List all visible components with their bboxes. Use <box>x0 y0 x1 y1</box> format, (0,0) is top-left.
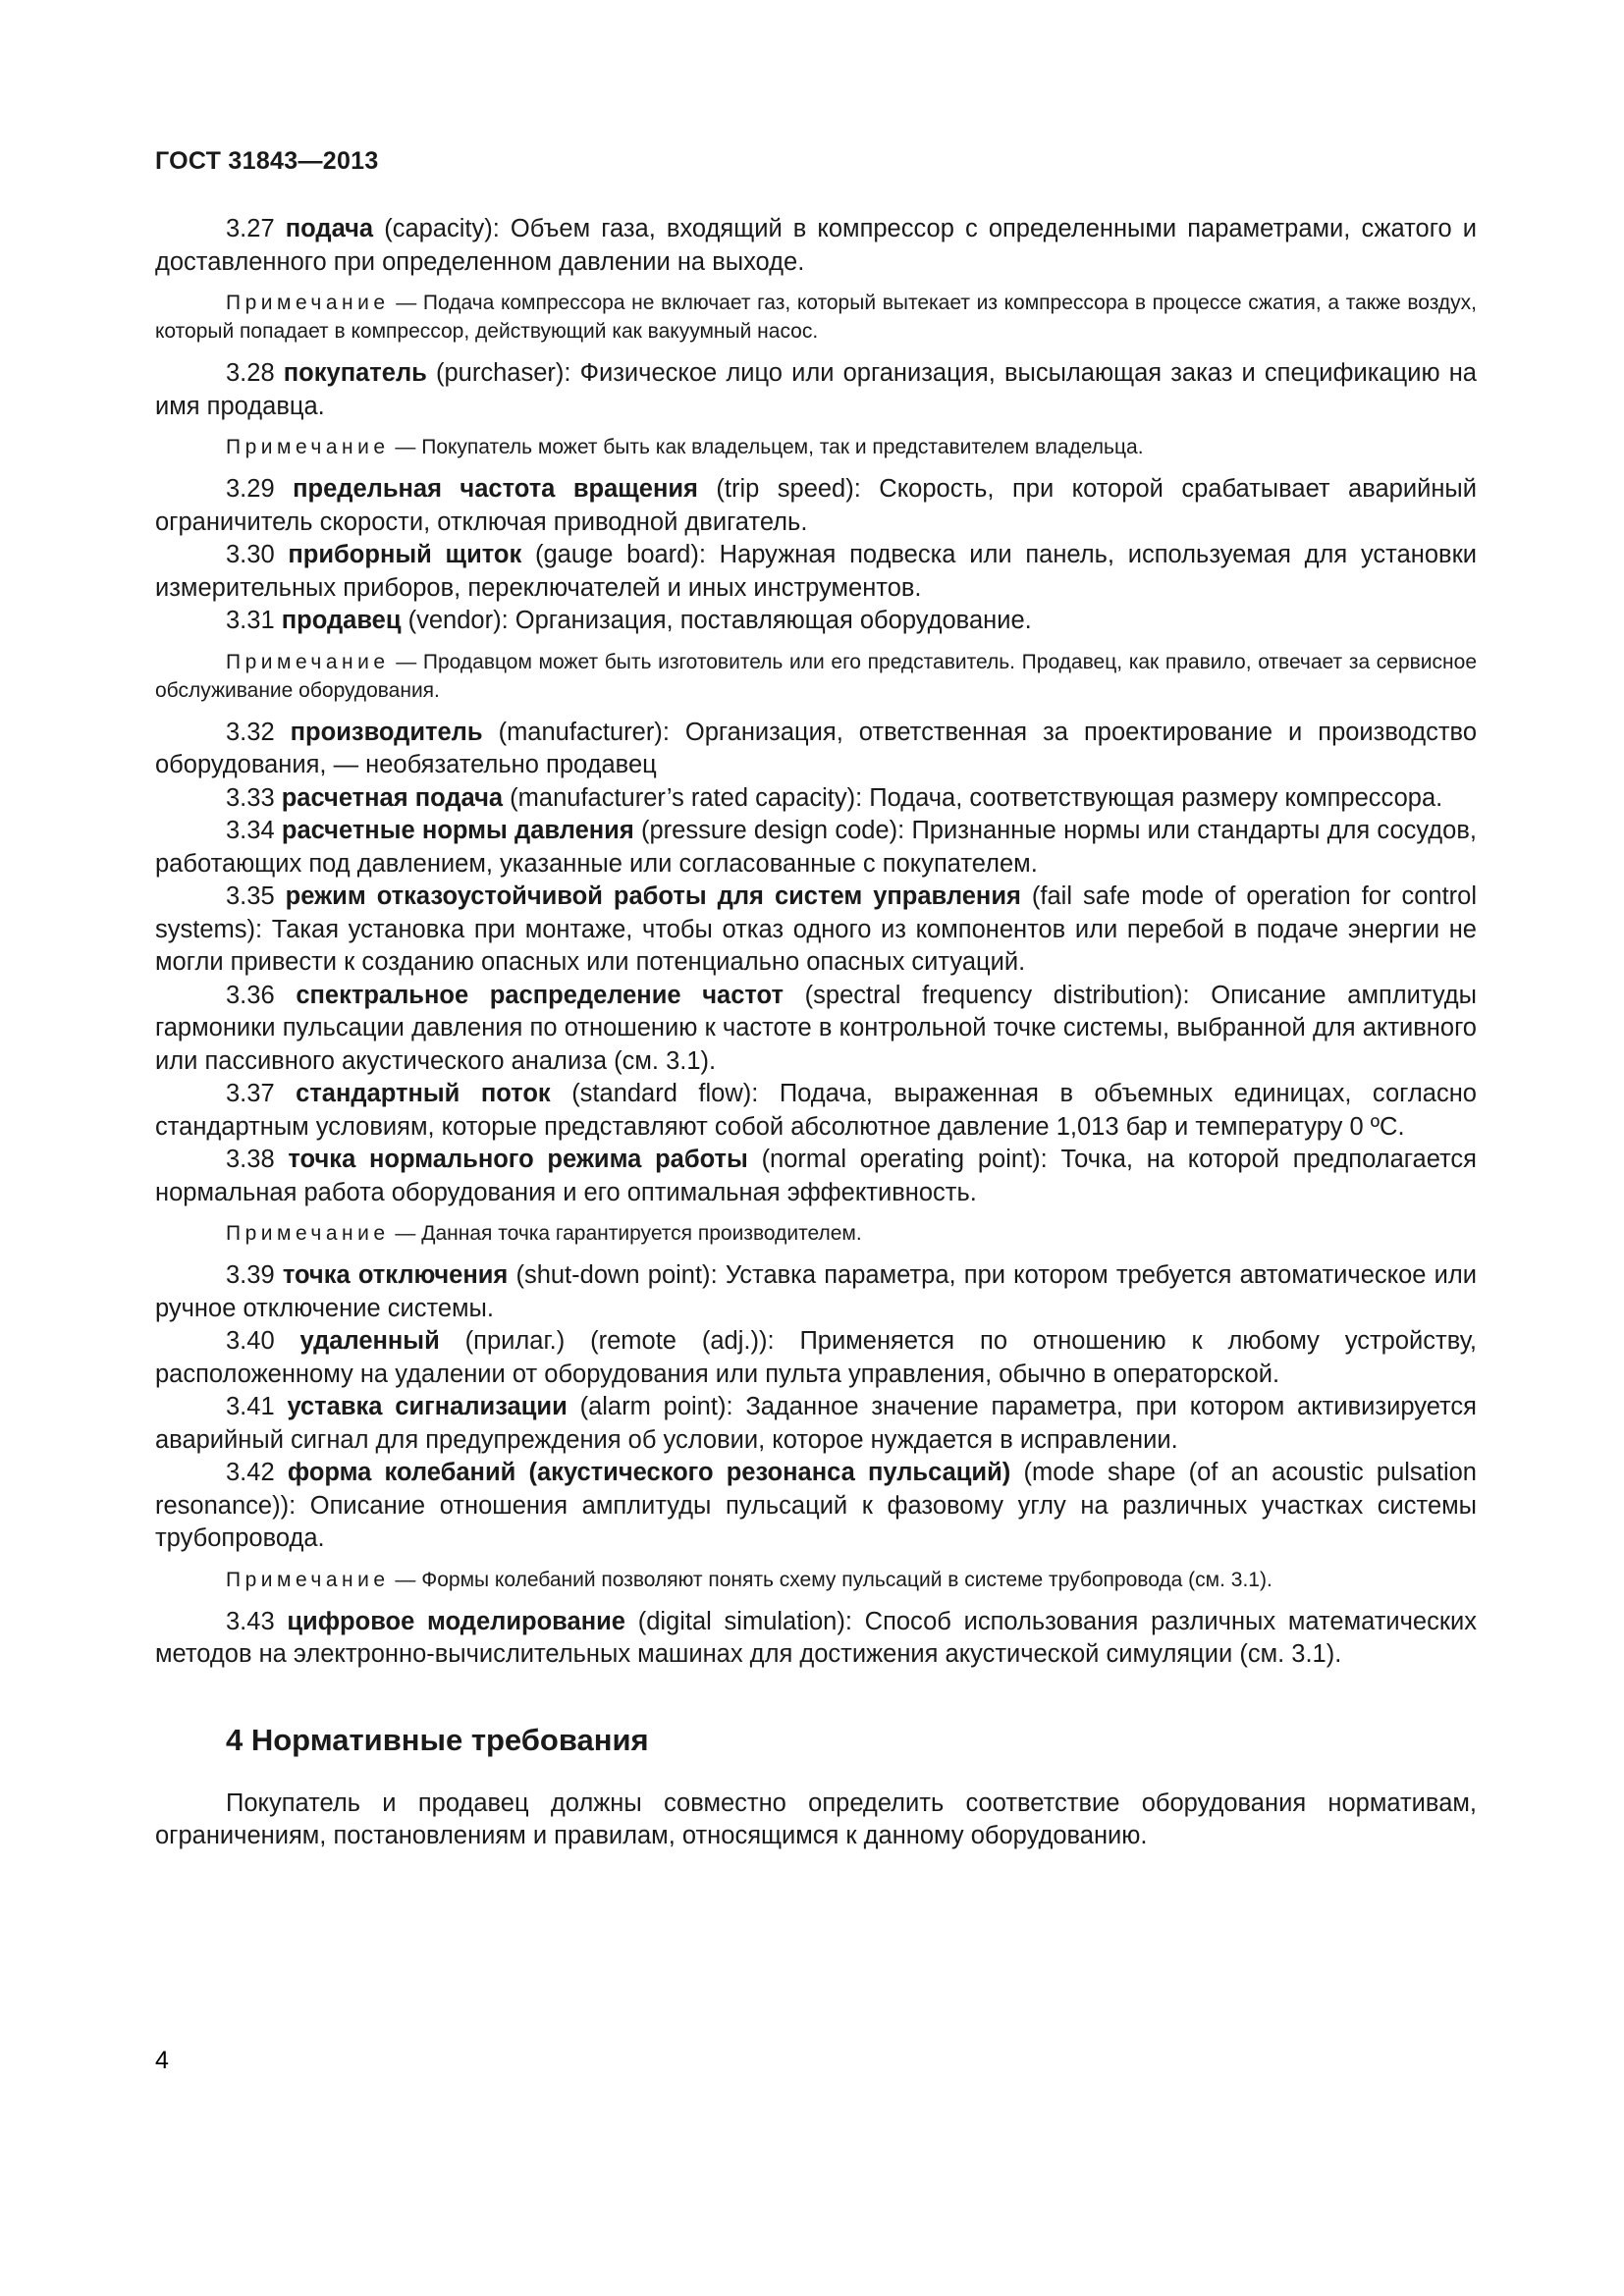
page-number: 4 <box>155 2047 169 2074</box>
item-term: спектральное распределение частот <box>296 981 784 1009</box>
item-number: 3.39 <box>226 1261 275 1289</box>
item-number: 3.40 <box>226 1327 275 1355</box>
item-term: цифровое моделирование <box>287 1607 625 1635</box>
section-title: 4 Нормативные требования <box>226 1722 649 1757</box>
item-number: 3.38 <box>226 1146 275 1173</box>
note-label: Примечание <box>226 1568 390 1591</box>
item-term: приборный щиток <box>288 541 522 568</box>
item-english-term: (прилаг.) (remote (adj.)) <box>464 1327 768 1355</box>
note-label: Примечание <box>226 292 390 314</box>
item-definition: : Применяется по отношению к любому устройству, расположенному на удалении от оборудования или пульта управления, обычно в операторской. <box>155 1327 1477 1388</box>
item-english-term: (standard flow) <box>571 1080 752 1107</box>
item-term: точка нормального режима работы <box>288 1146 748 1173</box>
item-term: стандартный поток <box>296 1080 551 1107</box>
item-number: 3.29 <box>226 475 275 503</box>
item-term: продавец <box>281 607 402 634</box>
item-number: 3.41 <box>226 1393 275 1420</box>
item-definition: : Заданное значение параметра, при котором активизируется аварийный сигнал для предупреждения об условии, которое нуждается в исправлении. <box>155 1393 1477 1454</box>
definition-item <box>155 1606 1477 1672</box>
definition-item <box>155 1457 1477 1556</box>
note-text: — Подача компрессора не включает газ, который вытекает из компрессора в процессе сжатия, а также воздух, который попадает в компрессор, действующий как вакуумный насос. <box>155 292 1477 343</box>
item-term: форма колебаний (акустического резонанса пульсаций) <box>287 1459 1011 1486</box>
item-definition: : Признанные нормы или стандарты для сосудов, работающих под давлением, указанные или согласованные с покупателем. <box>155 817 1477 878</box>
item-english-term: (capacity) <box>384 215 493 242</box>
item-number: 3.27 <box>226 215 275 242</box>
item-english-term: (pressure design code) <box>640 817 898 844</box>
definition-item <box>155 815 1477 881</box>
item-term: точка отключения <box>282 1261 509 1289</box>
definition-item <box>155 881 1477 980</box>
item-term: удаленный <box>299 1327 440 1355</box>
item-number: 3.31 <box>226 607 275 634</box>
definition-item <box>155 539 1477 605</box>
item-number: 3.34 <box>226 817 275 844</box>
item-english-term: (shut-down point) <box>515 1261 711 1289</box>
item-english-term: (manufacturer) <box>498 718 663 746</box>
item-definition: : Скорость, при которой срабатывает аварийный ограничитель скорости, отключая приводной двигатель. <box>155 475 1477 536</box>
item-english-term: (spectral frequency distribution) <box>804 981 1183 1009</box>
definition-item <box>155 1391 1477 1457</box>
item-definition: : Точка, на которой предполагается нормальная работа оборудования и его оптимальная эффективность. <box>155 1146 1477 1206</box>
item-definition: : Описание амплитуды гармоники пульсации давления по отношению к частоте в контрольной точке системы, выбранной для активного или пассивного акустического анализа (см. 3.1). <box>155 981 1477 1075</box>
item-number: 3.35 <box>226 882 275 910</box>
item-term: покупатель <box>283 359 427 387</box>
item-definition: : Физическое лицо или организация, высылающая заказ и спецификацию на имя продавца. <box>155 359 1477 420</box>
note-text: — Покупатель может быть как владельцем, так и представителем владельца. <box>395 436 1144 458</box>
item-definition: : Наружная подвеска или панель, используемая для установки измерительных приборов, переключателей и иных инструментов. <box>155 541 1477 602</box>
item-definition: : Такая установка при монтаже, чтобы отказ одного из компонентов или перебой в подаче энергии не могли привести к созданию опасных или потенциально опасных ситуаций. <box>155 915 1477 976</box>
note <box>155 648 1477 705</box>
definition-item <box>155 605 1477 638</box>
item-term: уставка сигнализации <box>287 1393 568 1420</box>
definition-item <box>155 1325 1477 1391</box>
item-number: 3.42 <box>226 1459 275 1486</box>
item-english-term: (gauge board) <box>534 541 699 568</box>
item-definition: : Объем газа, входящий в компрессор с определенными параметрами, сжатого и доставленного при определенном давлении на выходе. <box>155 215 1477 276</box>
document-page <box>155 147 1477 1853</box>
definition-item <box>155 980 1477 1079</box>
item-definition: : Описание отношения амплитуды пульсаций к фазовому углу на различных участках системы трубопровода. <box>155 1491 1477 1552</box>
item-english-term: (digital simulation) <box>637 1607 845 1635</box>
item-definition: : Подача, соответствующая размеру компрессора. <box>855 783 1443 812</box>
definition-item <box>155 473 1477 539</box>
item-term: производитель <box>290 718 483 746</box>
item-term: предельная частота вращения <box>293 475 698 503</box>
definition-item <box>155 1144 1477 1209</box>
item-number: 3.28 <box>226 359 275 387</box>
item-definition: : Подача, выраженная в объемных единицах, согласно стандартным условиям, которые представляют собой абсолютное давление 1,013 бар и температуру 0 ºС. <box>155 1080 1477 1141</box>
note <box>155 1566 1477 1594</box>
item-english-term: (normal operating point) <box>761 1146 1041 1173</box>
item-number: 3.37 <box>226 1080 275 1107</box>
note-label: Примечание <box>226 1222 390 1245</box>
note <box>155 1219 1477 1248</box>
item-definition: : Организация, поставляющая оборудование. <box>501 607 1032 634</box>
note-text: — Формы колебаний позволяют понять схему пульсаций в системе трубопровода (см. 3.1). <box>395 1568 1272 1591</box>
item-definition: : Способ использования различных математических методов на электронно-вычислительных машинах для достижения акустической симуляции (см. 3.1). <box>155 1607 1478 1668</box>
item-number: 3.43 <box>226 1607 275 1635</box>
item-english-term: (manufacturer’s rated capacity) <box>510 783 856 812</box>
item-number: 3.30 <box>226 541 275 568</box>
item-definition: : Уставка параметра, при котором требуется автоматическое или ручное отключение системы. <box>155 1261 1477 1322</box>
definition-item <box>155 357 1477 423</box>
definition-item <box>155 717 1477 782</box>
definition-item <box>155 1078 1477 1144</box>
item-term: подача <box>285 215 374 242</box>
note-text: — Продавцом может быть изготовитель или его представитель. Продавец, как правило, отвечает за сервисное обслуживание оборудования. <box>155 650 1477 702</box>
item-english-term: (vendor) <box>407 607 502 634</box>
definitions-list <box>155 213 1477 1672</box>
item-english-term: (alarm point) <box>579 1393 727 1420</box>
item-number: 3.36 <box>226 981 275 1009</box>
definition-item <box>155 1259 1477 1325</box>
item-english-term: (mode shape (of an acoustic pulsation resonance)) <box>155 1459 1477 1520</box>
definition-item <box>155 213 1477 279</box>
item-term: расчетные нормы давления <box>281 817 634 844</box>
note-label: Примечание <box>226 436 390 458</box>
item-english-term: (purchaser) <box>435 359 565 387</box>
document-header: ГОСТ 31843—2013 <box>155 147 379 175</box>
section-text: Покупатель и продавец должны совместно определить соответствие оборудования нормативам, ограничениям, постановлениям и правилам, относящимся к данному оборудованию. <box>155 1789 1477 1849</box>
item-number: 3.32 <box>226 718 275 746</box>
item-english-term: (fail safe mode of operation for control systems) <box>155 882 1478 943</box>
note-label: Примечание <box>226 650 390 673</box>
item-term: расчетная подача <box>281 783 504 812</box>
definition-item <box>155 782 1477 816</box>
item-definition: : Организация, ответственная за проектирование и производство оборудования, — необязательно продавец <box>155 718 1478 778</box>
note-text: — Данная точка гарантируется производителем. <box>395 1222 862 1245</box>
item-number: 3.33 <box>226 783 275 812</box>
item-english-term: (trip speed) <box>716 475 854 503</box>
item-term: режим отказоустойчивой работы для систем управления <box>285 882 1021 910</box>
note <box>155 289 1477 346</box>
note <box>155 433 1477 461</box>
